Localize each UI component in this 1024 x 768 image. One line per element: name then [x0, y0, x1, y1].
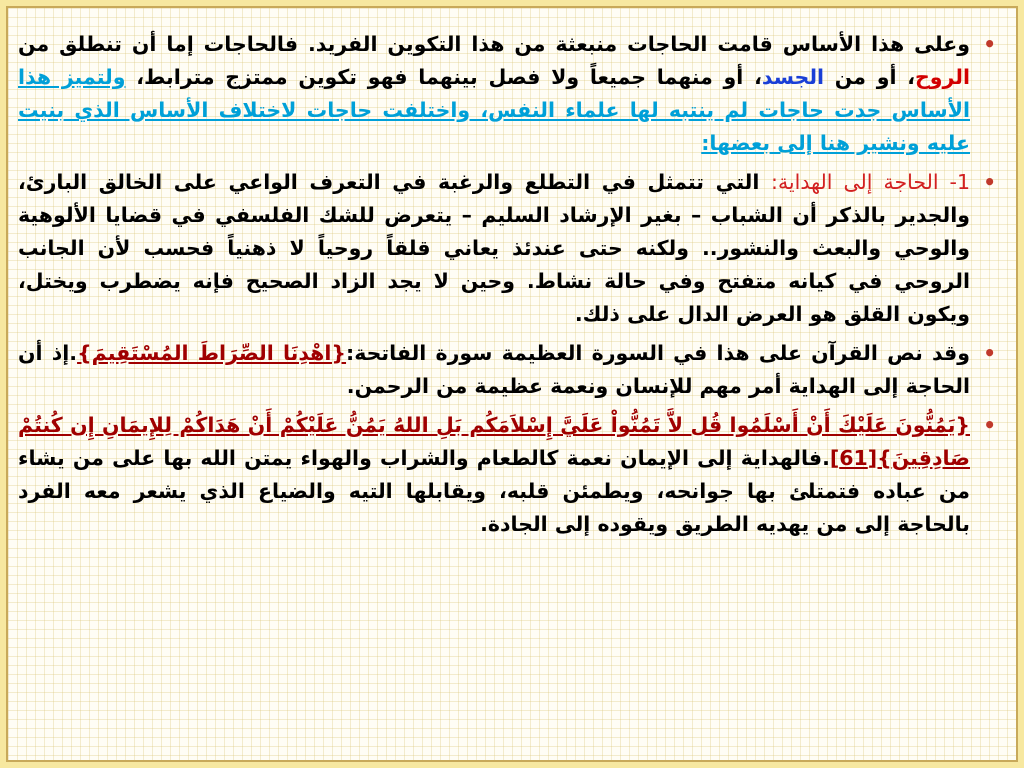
- text-segment: .فالهداية إلى الإيمان نعمة كالطعام والشراب والهواء يمتن الله بها على من يشاء من عباده فتمتلئ بها جوانحه، ويطمئن قلبه، ويقابلها التيه والضياع الذي يشعر معه الفرد بالحاجة إلى من يهديه الطريق ويقوده إلى الجادة.: [18, 446, 970, 536]
- highlight-jasad: الجسد: [761, 65, 825, 89]
- paragraph-4: [18, 409, 1000, 541]
- text-segment: وعلى هذا الأساس قامت الحاجات منبعثة من هذا التكوين الفريد. فالحاجات إما أن تنطلق من: [18, 32, 970, 56]
- text-segment: التي تتمثل في التطلع والرغبة في التعرف الواعي على الخالق البارئ، والجدير بالذكر أن الشباب – بغير الإرشاد السليم – يتعرض للشك الفلسفي في قضايا الألوهية والوحي والبعث والنشور.. ولكنه حتى عندئذ يعاني قلقاً روحياً لا ذهنياً فحسب لأن الجانب الروحي في كيانه متفتح وفي حالة نشاط. وحين لا يجد الزاد الصحيح فإنه يضطرب ويختل، ويكون القلق هو العرض الدال على ذلك.: [18, 170, 970, 326]
- paragraph-2: [18, 166, 1000, 331]
- slide-content: [18, 28, 1000, 547]
- section-heading: 1- الحاجة إلى الهداية:: [771, 170, 971, 194]
- slide: [6, 6, 1018, 762]
- text-segment: ، أو من: [824, 65, 916, 89]
- bullet-icon: •: [983, 341, 996, 365]
- text-segment: .إذ أن الحاجة إلى الهداية أمر مهم للإنسان ونعمة عظيمة من الرحمن.: [18, 341, 970, 398]
- highlight-ruh: الروح: [915, 65, 971, 89]
- text-segment: وقد نص القرآن على هذا في السورة العظيمة سورة الفاتحة:: [346, 341, 970, 365]
- bullet-icon: •: [983, 170, 996, 194]
- underlined-link-text: ولتميز هذا الأساس جدت حاجات لم ينتبه لها علماء النفس، واختلفت حاجات لاختلاف الأساس الذي بنيت عليه ونشير هنا إلى بعضها:: [18, 65, 970, 155]
- bullet-icon: •: [983, 413, 996, 437]
- quran-verse: {اهْدِنَا الصِّرَاطَ المُسْتَقِيمَ}: [77, 341, 347, 365]
- paragraph-3: [18, 337, 1000, 403]
- text-segment: ، أو منهما جميعاً ولا فصل بينهما فهو تكوين ممتزج مترابط،: [125, 65, 762, 89]
- paragraph-1: [18, 28, 1000, 160]
- quran-verse: {يَمُنُّونَ عَلَيْكَ أَنْ أَسْلَمُوا قُل لاَّ تَمُنُّواْ عَلَيَّ إِسْلاَمَكُم بَلِ اللهُ يَمُنُّ عَلَيْكُمْ أَنْ هَدَاكُمْ لِلإِيمَانِ إِن كُنتُمْ صَادِقِينَ}[61]: [18, 413, 970, 470]
- bullet-icon: •: [983, 32, 996, 56]
